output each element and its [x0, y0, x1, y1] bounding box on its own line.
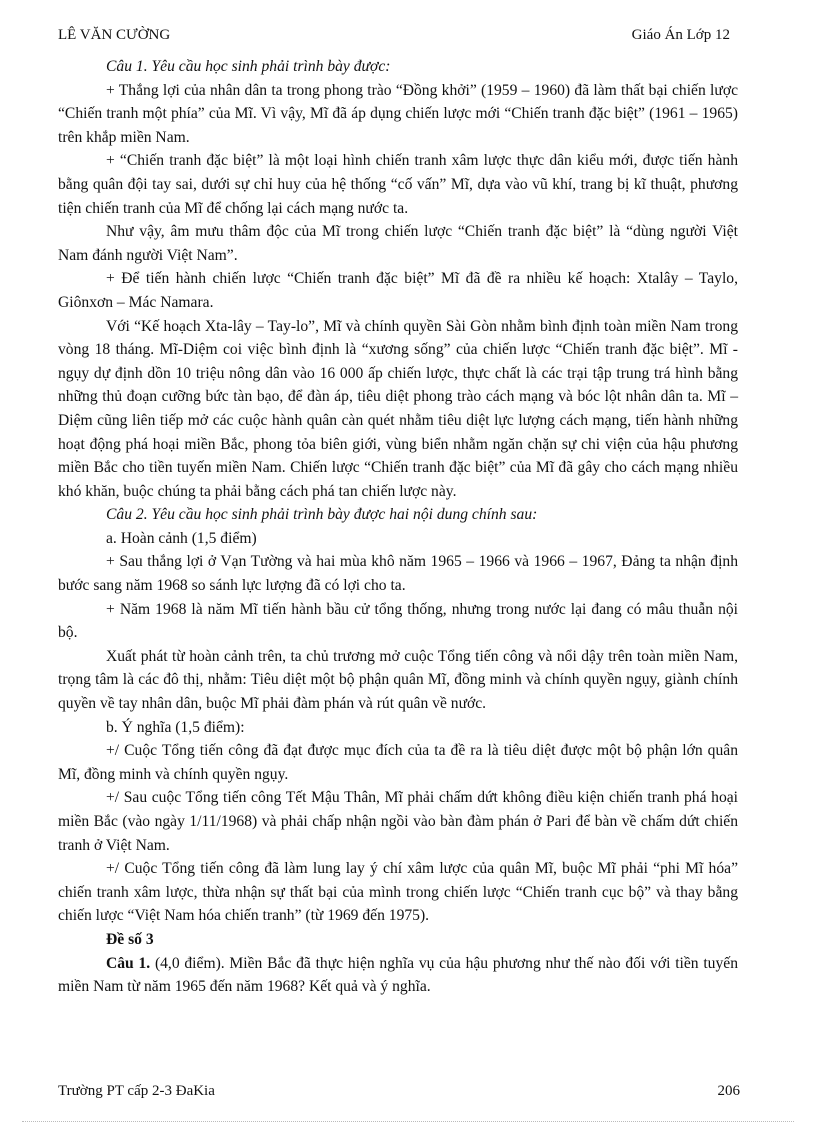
course-title: Giáo Án Lớp 12	[631, 27, 730, 43]
paragraph: Với “Kế hoạch Xta-lây – Tay-lo”, Mĩ và chính quyền Sài Gòn nhằm bình định toàn miền Nam trong vòng 18 tháng. Mĩ-Diệm coi việc bình định là “xương sống” của chiến lược “Chiến tranh đặc biệt”. Mĩ - ngụy dự định dồn 10 triệu nông dân vào 16 000 ấp chiến lược, thực chất là các trại tập trung trá hình bằng những thủ đoạn cưỡng bức tàn bạo, để đàn áp, tiêu diệt phong trào cách mạng và bóc lột nhân dân ta. Mĩ – Diệm cũng liên tiếp mở các cuộc hành quân càn quét nhằm tiêu diệt lực lượng cách mạng, tiến hành những hoạt động phá hoại miền Bắc, phong tỏa biên giới, vùng biển nhằm ngăn chặn sự chi viện của hậu phương miền Bắc cho tiền tuyến miền Nam. Chiến lược “Chiến tranh đặc biệt” của Mĩ đã gây cho cách mạng nhiều khó khăn, buộc chúng ta phải bằng cách phá tan chiến lược này.	[58, 317, 738, 500]
paragraph: +/ Sau cuộc Tổng tiến công Tết Mậu Thân, Mĩ phải chấm dứt không điều kiện chiến tranh phá hoại miền Bắc (vào ngày 1/11/1968) và phải chấp nhận ngồi vào bàn đàm phán ở Pari để bàn về chấm dứt chiến tranh ở Việt Nam.	[58, 789, 738, 854]
question-prompt: Câu 2. Yêu cầu học sinh phải trình bày được hai nội dung chính sau:	[106, 506, 538, 524]
paragraph: +/ Cuộc Tổng tiến công đã đạt được mục đích của ta đề ra là tiêu diệt được một bộ phận lớn quân Mĩ, đồng minh và chính quyền ngụy.	[58, 742, 738, 783]
paragraph: Xuất phát từ hoàn cảnh trên, ta chủ trương mở cuộc Tổng tiến công và nổi dậy trên toàn miền Nam, trọng tâm là các đô thị, nhằm: Tiêu diệt một bộ phận quân Mĩ, đồng minh và chính quyền ngụy, giành chính quyền về tay nhân dân, buộc Mĩ phải đàm phán và rút quân về nước.	[58, 647, 738, 713]
page-number: 206	[717, 1083, 740, 1099]
question-label: Câu 1.	[106, 954, 151, 972]
section-heading: a. Hoàn cảnh (1,5 điểm)	[106, 529, 257, 547]
paragraph: + Năm 1968 là năm Mĩ tiến hành bầu cử tổng thống, nhưng trong nước lại đang có mâu thuẫn nội bộ.	[58, 600, 738, 642]
exam-heading: Đề số 3	[106, 930, 154, 948]
paragraph: + “Chiến tranh đặc biệt” là một loại hình chiến tranh xâm lược thực dân kiểu mới, được tiến hành bằng quân đội tay sai, dưới sự chỉ huy của hệ thống “cố vấn” Mĩ, dựa vào vũ khí, trang bị kĩ thuật, phương tiện chiến tranh của Mĩ để chống lại cách mạng nước ta.	[58, 152, 738, 217]
question-prompt: Câu 1. Yêu cầu học sinh phải trình bày được:	[106, 58, 391, 75]
section-heading: b. Ý nghĩa (1,5 điểm):	[106, 718, 245, 736]
paragraph: + Để tiến hành chiến lược “Chiến tranh đặc biệt” Mĩ đã đề ra nhiều kế hoạch: Xtalây – Taylo, Giônxơn – Mác Namara.	[58, 270, 738, 311]
paragraph: + Sau thắng lợi ở Vạn Tường và hai mùa khô năm 1965 – 1966 và 1966 – 1967, Đảng ta nhận định bước sang năm 1968 so sánh lực lượng đã có lợi cho ta.	[58, 553, 738, 595]
paragraph: Như vậy, âm mưu thâm độc của Mĩ trong chiến lược “Chiến tranh đặc biệt” là “dùng người Việt Nam đánh người Việt Nam”.	[58, 223, 738, 264]
question-text: (4,0 điểm). Miền Bắc đã thực hiện nghĩa vụ của hậu phương như thế nào đối với tiền tuyến miền Nam từ năm 1965 đến năm 1968? Kết quả và ý nghĩa.	[58, 954, 738, 996]
paragraph: + Thắng lợi của nhân dân ta trong phong trào “Đồng khởi” (1959 – 1960) đã làm thất bại chiến lược “Chiến tranh một phía” của Mĩ. Vì vậy, Mĩ đã áp dụng chiến lược mới “Chiến tranh đặc biệt” (1961 – 1965) trên khắp miền Nam.	[58, 81, 738, 146]
paragraph: +/ Cuộc Tổng tiến công đã làm lung lay ý chí xâm lược của quân Mĩ, buộc Mĩ phải “phi Mĩ hóa” chiến tranh xâm lược, thừa nhận sự thất bại của mình trong chiến lược “Chiến tranh cục bộ” và thay bằng chiến lược “Việt Nam hóa chiến tranh” (từ 1969 đến 1975).	[58, 860, 738, 925]
school-name: Trường PT cấp 2-3 ĐaKia	[58, 1083, 215, 1099]
author-name: LÊ VĂN CƯỜNG	[58, 27, 171, 43]
body-text	[58, 55, 738, 999]
page-bottom-divider	[22, 1121, 794, 1122]
question-paragraph	[58, 952, 738, 999]
